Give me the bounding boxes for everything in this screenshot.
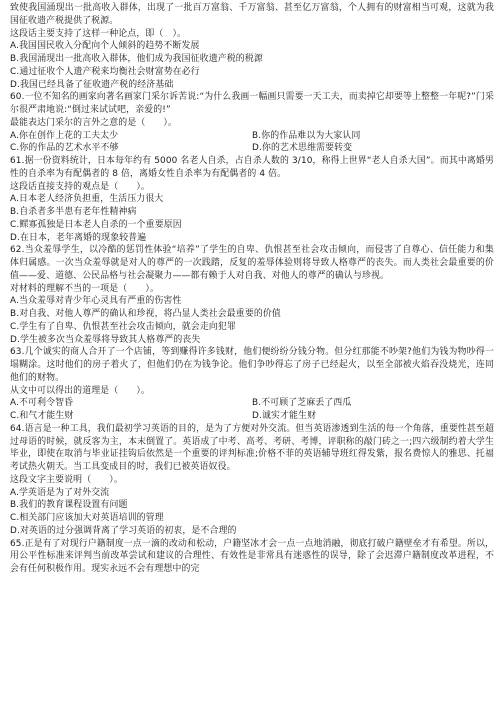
question-64-option-b: B.我们的教育课程设置有问题	[10, 500, 128, 511]
question-60-option-d: D.你的艺术思维需要转变	[252, 143, 353, 154]
question-59-option-a: A.我国国民收入分配向个人倾斜的趋势不断发展	[10, 41, 200, 52]
question-60-option-c: C.你的作品的艺术水平不够	[10, 143, 119, 154]
question-62-option-d: D.学生被多次当众羞辱将导致其人格尊严的丧失	[10, 334, 201, 345]
question-64-option-d: D.对英语的过分强调背离了学习英语的初衷，是不合理的	[10, 525, 237, 536]
question-64-option-c: C.相关部门应该加大对英语培训的管理	[10, 513, 164, 523]
question-61-option-b: B.自杀者多半患有老年性精神病	[10, 207, 137, 217]
question-65	[10, 538, 494, 576]
question-64-passage: 64.语言是一种工具，我们最初学习英语的目的，是为了方便对外交流。但当英语渗透到生活的每一个角落，重要性甚至超过母语的时候，就反客为主，本末倒置了。英语成了中考、高考、考研、考博，评职称的敲门砖之一;四六级制约着大学生毕业，即使在取消与毕业证挂钩后依然是一个重要的评判标准;价格不菲的英语辅导班红得发紫，报名费惊人的雅思、托福考试热火朝天。当工具变成目的时，我们已被英语奴役。	[10, 423, 494, 472]
question-60-option-b: B.你的作品难以为大家认同	[252, 130, 361, 141]
question-63-option-d: D.诚实才能生财	[252, 411, 317, 421]
question-62	[10, 244, 494, 346]
question-63-option-c: C.和气才能生财	[10, 411, 74, 421]
question-59-option-b: B.我国涌现出一批高收入群体，他们成为我国征收遗产税的税源	[10, 54, 263, 64]
question-59-stem: 这段话主要支持了这样一种论点，即（ ）。	[10, 28, 187, 39]
question-61-passage: 61.据一份资料统计，日本每年约有 5000 名老人自杀，占自杀人数的 3/10，称得上世界“老人自杀大国”。而其中离婚男性的自杀率为有配偶者的 8 倍，离婚女性自杀率为有配偶者的 4 倍。	[10, 156, 494, 179]
question-63-option-b: B.不可顾了芝麻丢了西瓜	[252, 398, 352, 409]
question-59-option-d: D.我国已经具备了征收遗产税的经济基础	[10, 79, 174, 90]
question-63-option-a: A.不可利令智昏	[10, 398, 74, 409]
question-61-option-d: D.在日本，老年离婚的现象较普遍	[10, 232, 147, 243]
question-63-options-row-1	[10, 397, 494, 410]
question-63-stem: 从文中可以得出的道理是（ ）。	[10, 385, 150, 396]
question-60-options-row-1	[10, 130, 494, 143]
question-62-option-c: C.学生有了自卑、仇恨甚至社会攻击倾向，就会走向犯罪	[10, 321, 236, 332]
question-61	[10, 155, 494, 244]
question-62-stem: 对材料的理解不当的一项是（ ）。	[10, 283, 159, 294]
question-62-option-b: B.对自我、对他人尊严的确认和珍视，将凸显人类社会最重要的价值	[10, 309, 281, 319]
question-60	[10, 91, 494, 155]
question-60-passage: 60.一位不知名的画家向著名画家门采尔诉苦说:“为什么我画一幅画只需要一天工夫，而卖掉它却要等上整整一年呢?”门采尔很严肃地说:“倒过来试试吧，亲爱的!”	[10, 92, 494, 115]
question-63	[10, 346, 494, 423]
question-62-passage: 62.当众羞辱学生，以冷酷的惩罚性体验“培养”了学生的自卑、仇恨甚至社会攻击倾向，而侵害了自尊心、信任能力和集体归属感。一次当众羞辱就是对人的尊严的一次践踏，反复的羞辱体验则将导致人格尊严的丧失。而人类社会最重要的价值——爱、道德、公民品格与社会凝聚力——都有赖于人对自我、对他人的尊严的确认与珍视。	[10, 245, 494, 281]
question-59-passage: 致使我国涌现出一批高收入群体，出现了一批百万富翁、千万富翁、甚至亿万富翁，个人拥有的财富相当可观，这就为我国征收遗产税提供了税源。	[10, 3, 494, 26]
question-64	[10, 423, 494, 538]
question-60-stem: 最能表达门采尔的言外之意的是（ ）。	[10, 117, 178, 128]
question-63-options-row-2	[10, 410, 494, 423]
question-64-stem: 这段文字主要说明（ ）。	[10, 474, 123, 485]
question-60-options-row-2	[10, 142, 494, 155]
question-61-option-a: A.日本老人经济负担重，生活压力很大	[10, 194, 164, 205]
question-61-option-c: C.鳏寡孤独是日本老人自杀的一个重要原因	[10, 219, 182, 230]
question-64-option-a: A.学英语是为了对外交流	[10, 487, 110, 498]
question-62-option-a: A.当众羞辱对青少年心灵具有严重的伤害性	[10, 296, 182, 307]
question-61-stem: 这段话直接支持的观点是（ ）。	[10, 181, 150, 192]
question-63-passage: 63.几个诚实的商人合开了一个店铺，等到赚得许多钱财，他们便纷纷分钱分物。但分红那能不吵架?他们为钱为物吵得一塌糊涂。这时他们的房子着火了，但他们仍在为钱争论。他们争吵得忘了房子已经起火，以至全部被火焰吞没烧光，连同他们的财物。	[10, 347, 494, 383]
question-59	[10, 2, 494, 91]
question-59-option-c: C.通过征收个人遗产税来均衡社会财富势在必行	[10, 66, 200, 77]
question-65-passage: 65.正是有了对现行户籍制度一点一滴的改动和松动，户籍坚冰才会一点一点地消融，彻底打破户籍壁垒才有希望。所以，用公平性标准来评判当前改革尝试和建议的合理性、有效性是非常具有迷惑性的误导，除了会迟滞户籍制度改革进程，不会有任何积极作用。现实永远不会有理想中的完	[10, 538, 494, 574]
question-60-option-a: A.你在创作上花的工夫太少	[10, 130, 119, 141]
